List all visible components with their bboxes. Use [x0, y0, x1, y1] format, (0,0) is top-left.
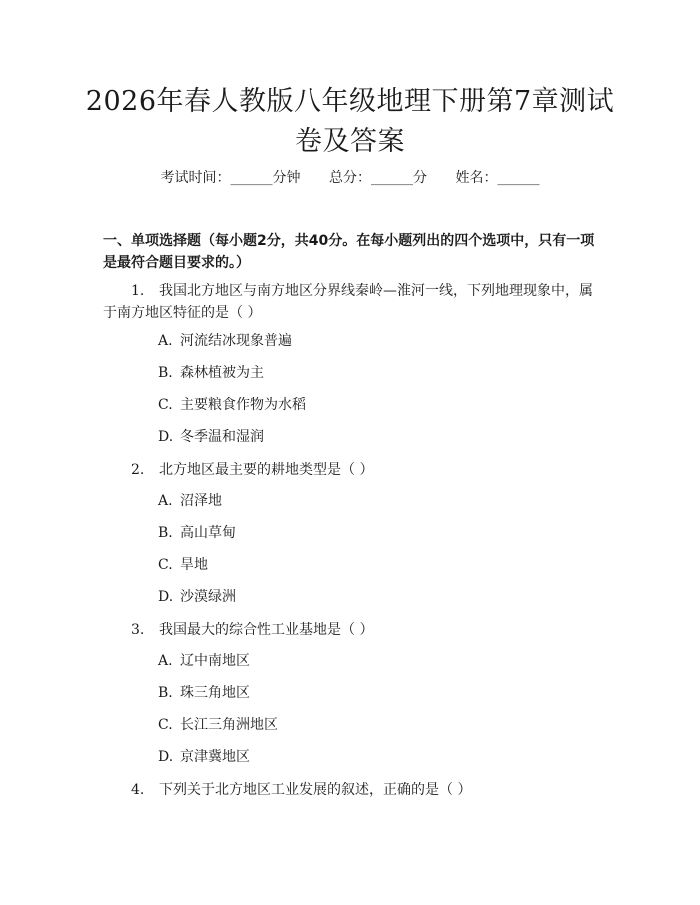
option-letter: A. [158, 493, 173, 509]
question-text: 下列关于北方地区工业发展的叙述，正确的是（ ） [159, 782, 472, 798]
question-3 [103, 619, 603, 641]
option-letter: B. [158, 365, 173, 381]
option-letter: B. [158, 685, 173, 701]
question-number: 1. [131, 283, 145, 299]
option-letter: C. [158, 717, 173, 733]
option-1d [158, 427, 578, 447]
option-letter: C. [158, 397, 173, 413]
question-text: 北方地区最主要的耕地类型是（ ） [159, 462, 374, 478]
option-text: 河流结冰现象普遍 [180, 333, 292, 349]
option-2b [158, 523, 578, 543]
option-3d [158, 747, 578, 767]
question-2 [103, 459, 603, 481]
page-title: 2026年春人教版八年级地理下册第7章测试卷及答案 [85, 86, 615, 157]
option-letter: C. [158, 557, 173, 573]
question-text: 我国北方地区与南方地区分界线秦岭—淮河一线，下列地理现象中，属于南方地区特征的是（ ） [103, 283, 593, 321]
option-text: 沼泽地 [180, 493, 222, 509]
option-text: 沙漠绿洲 [180, 589, 236, 605]
option-text: 冬季温和湿润 [180, 429, 264, 445]
question-4 [103, 779, 603, 801]
option-text: 辽中南地区 [180, 653, 250, 669]
option-letter: D. [158, 429, 174, 445]
question-number: 3. [131, 622, 145, 638]
exam-meta [0, 168, 700, 188]
option-letter: B. [158, 525, 173, 541]
student-name-field: 姓名：______ [455, 170, 540, 186]
question-number: 4. [131, 782, 145, 798]
option-2d [158, 587, 578, 607]
question-1 [103, 280, 603, 324]
question-text: 我国最大的综合性工业基地是（ ） [159, 622, 374, 638]
total-score-field: 总分：______分 [329, 170, 427, 186]
option-3c [158, 715, 578, 735]
option-2a [158, 491, 578, 511]
option-text: 高山草甸 [180, 525, 236, 541]
option-text: 森林植被为主 [180, 365, 264, 381]
option-letter: D. [158, 749, 174, 765]
option-text: 京津冀地区 [180, 749, 250, 765]
option-1c [158, 395, 578, 415]
option-3b [158, 683, 578, 703]
option-1a [158, 331, 578, 351]
option-letter: A. [158, 333, 173, 349]
section-heading: 一、单项选择题（每小题2分，共40分。在每小题列出的四个选项中，只有一项是最符合题目要求的。） [103, 233, 595, 271]
option-text: 长江三角洲地区 [180, 717, 278, 733]
option-letter: A. [158, 653, 173, 669]
option-letter: D. [158, 589, 174, 605]
option-text: 主要粮食作物为水稻 [180, 397, 306, 413]
question-number: 2. [131, 462, 145, 478]
option-text: 珠三角地区 [180, 685, 250, 701]
option-text: 旱地 [180, 557, 208, 573]
option-2c [158, 555, 578, 575]
option-1b [158, 363, 578, 383]
option-3a [158, 651, 578, 671]
exam-time-field: 考试时间：______分钟 [160, 170, 301, 186]
